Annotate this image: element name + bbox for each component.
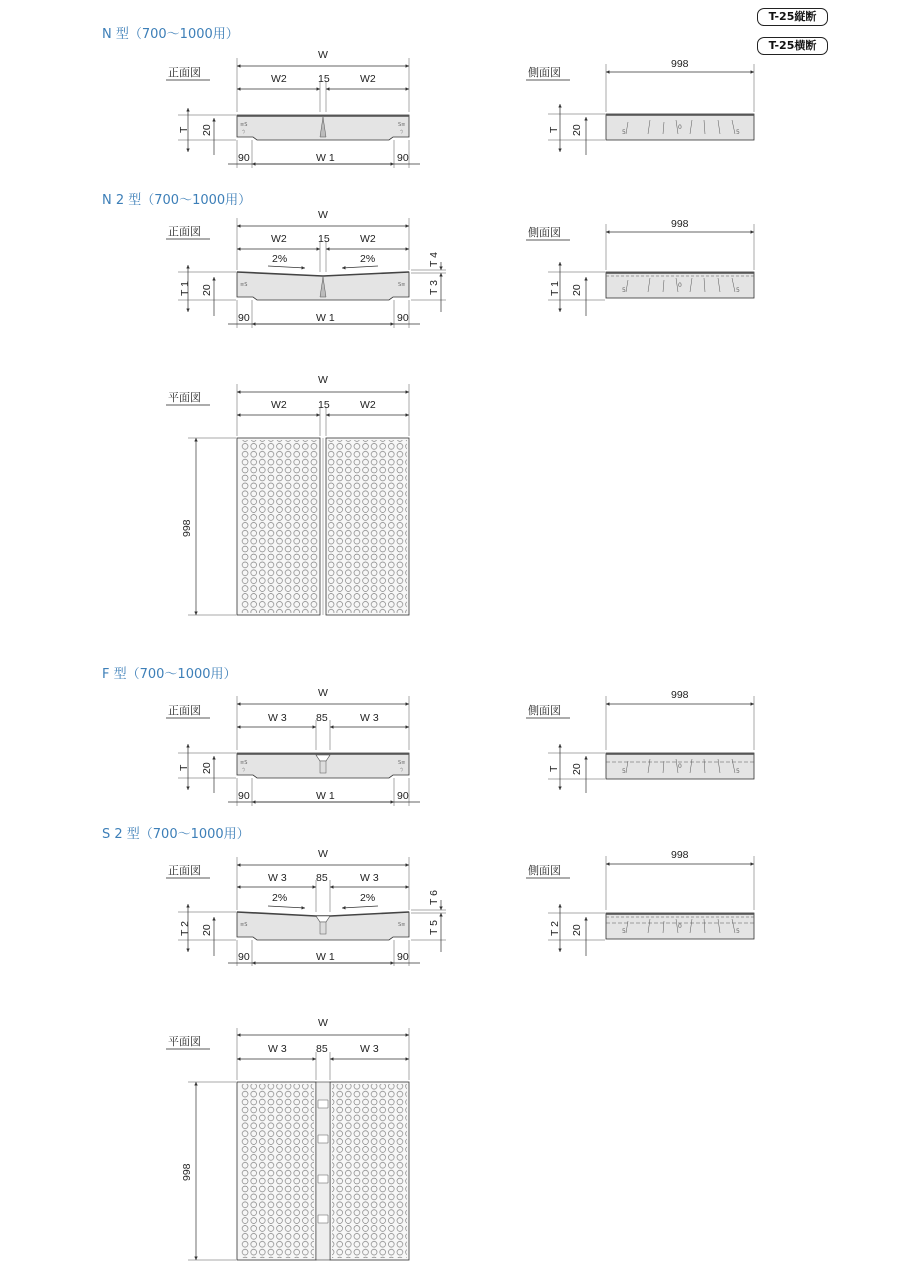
dim-t6: T 6: [428, 890, 440, 905]
dim-gap-85: 85: [316, 872, 328, 884]
s2-type-title: S 2 型（700〜1000用）: [102, 827, 250, 842]
dim-20: 20: [201, 124, 213, 136]
f-type-plan-view: [166, 1017, 409, 1260]
side-view-label: 側面図: [528, 864, 561, 877]
dim-90-right: 90: [397, 790, 409, 802]
dim-20-side: 20: [571, 924, 583, 936]
badge-t25-longitudinal: T-25縦断: [757, 8, 828, 26]
svg-text:≡S: ≡S: [240, 282, 248, 288]
dim-w2-right: W2: [360, 399, 376, 411]
dim-w: W: [318, 374, 328, 386]
dim-gap-15: 15: [318, 73, 330, 85]
n-type-side-view: [526, 58, 754, 155]
dim-t: T: [178, 764, 190, 771]
dim-t2-side: T 2: [549, 921, 561, 936]
dim-20-side: 20: [571, 284, 583, 296]
dim-w: W: [318, 49, 328, 61]
dim-998-plan: 998: [181, 519, 193, 537]
dim-t-side: T: [548, 765, 560, 772]
dim-w2-right: W2: [360, 73, 376, 85]
side-view-label: 側面図: [528, 66, 561, 79]
dim-90-left: 90: [238, 152, 250, 164]
dim-w3-left: W 3: [268, 712, 287, 724]
dim-gap-85: 85: [316, 1043, 328, 1055]
dim-w3-left: W 3: [268, 1043, 287, 1055]
dim-20: 20: [201, 762, 213, 774]
dim-20: 20: [201, 924, 213, 936]
badge-t25-transverse: T-25横断: [757, 37, 828, 55]
front-view-label: 正面図: [168, 704, 201, 717]
dim-w: W: [318, 209, 328, 221]
dim-w1: W 1: [316, 790, 335, 802]
dim-w3-left: W 3: [268, 872, 287, 884]
plan-view-label: 平面図: [168, 1035, 201, 1048]
front-view-label: 正面図: [168, 66, 201, 79]
dim-20: 20: [201, 284, 213, 296]
n2-type-front-view: [166, 209, 446, 328]
svg-text:≡S: ≡S: [240, 922, 248, 928]
dim-w1: W 1: [316, 152, 335, 164]
dim-998: 998: [671, 849, 689, 861]
n-type-plan-view: [166, 374, 409, 615]
side-view-label: 側面図: [528, 704, 561, 717]
dim-t1-side: T 1: [549, 281, 561, 296]
dim-w1: W 1: [316, 951, 335, 963]
dim-t1: T 1: [179, 281, 191, 296]
dim-t5: T 5: [428, 920, 440, 935]
dim-20-side: 20: [571, 763, 583, 775]
slope-right: 2%: [360, 892, 376, 904]
dim-t3: T 3: [428, 280, 440, 295]
dim-90-right: 90: [397, 312, 409, 324]
n2-type-side-view: [526, 218, 754, 316]
dim-20-side: 20: [571, 124, 583, 136]
slope-right: 2%: [360, 253, 376, 265]
dim-w3-right: W 3: [360, 872, 379, 884]
dim-90-left: 90: [238, 312, 250, 324]
dim-gap-85: 85: [316, 712, 328, 724]
front-view-label: 正面図: [168, 225, 201, 238]
dim-w2-right: W2: [360, 233, 376, 245]
dim-t-side: T: [548, 126, 560, 133]
dim-w: W: [318, 848, 328, 860]
f-type-title: F 型（700〜1000用）: [102, 667, 237, 682]
dim-t4: T 4: [428, 252, 440, 267]
dim-gap-15: 15: [318, 233, 330, 245]
drawing-canvas: ≡S S≡ ㄅ ㄅ 5 5 0 N 型（700〜1000用） 正面図 W W2 15 W2 T 20 90 W 1 90 側面図 998 T 20 N 2 型（700〜1000用） 正面図 W W2 15 W2 2% 2% ≡S S≡ T 1 20 T 4 T 3 90 W 1 90 側面図 998 T 1 20 平面図 W W2 15 W2 998 F 型（700〜1000用） 正面図 W W 3 85 W 3 T 20 90 W 1 90 側面図 998 T 20 S 2 型（700〜1000用） 正面図 W W 3 85 W 3 2% 2% ≡S S≡ T 2 20 T 6 T 5 90 W 1 90 側面図 998 T 2 20 平面図 W W 3 85 W 3 998: [0, 0, 900, 1273]
dim-w2-left: W2: [271, 399, 287, 411]
dim-gap-15: 15: [318, 399, 330, 411]
dim-998: 998: [671, 689, 689, 701]
f-type-front-view: [166, 687, 420, 806]
n-type-front-view: [166, 49, 420, 168]
s2-type-front-view: [166, 848, 446, 966]
svg-text:S≡: S≡: [398, 922, 406, 928]
dim-90-left: 90: [238, 790, 250, 802]
dim-90-right: 90: [397, 152, 409, 164]
dim-w3-right: W 3: [360, 712, 379, 724]
plan-view-label: 平面図: [168, 391, 201, 404]
dim-998-plan: 998: [181, 1163, 193, 1181]
dim-w2-left: W2: [271, 73, 287, 85]
slope-left: 2%: [272, 892, 288, 904]
dim-998: 998: [671, 58, 689, 70]
front-view-label: 正面図: [168, 864, 201, 877]
dim-w2-left: W2: [271, 233, 287, 245]
dim-90-right: 90: [397, 951, 409, 963]
s2-type-side-view: [526, 849, 754, 956]
dim-t2: T 2: [179, 921, 191, 936]
side-view-label: 側面図: [528, 226, 561, 239]
f-type-side-view: [526, 689, 754, 793]
dim-998: 998: [671, 218, 689, 230]
dim-w: W: [318, 687, 328, 699]
n-type-title: N 型（700〜1000用）: [102, 27, 239, 42]
dim-t: T: [178, 126, 190, 133]
dim-90-left: 90: [238, 951, 250, 963]
svg-text:S≡: S≡: [398, 282, 406, 288]
n2-type-title: N 2 型（700〜1000用）: [102, 193, 252, 208]
dim-w3-right: W 3: [360, 1043, 379, 1055]
dim-w: W: [318, 1017, 328, 1029]
dim-w1: W 1: [316, 312, 335, 324]
slope-left: 2%: [272, 253, 288, 265]
